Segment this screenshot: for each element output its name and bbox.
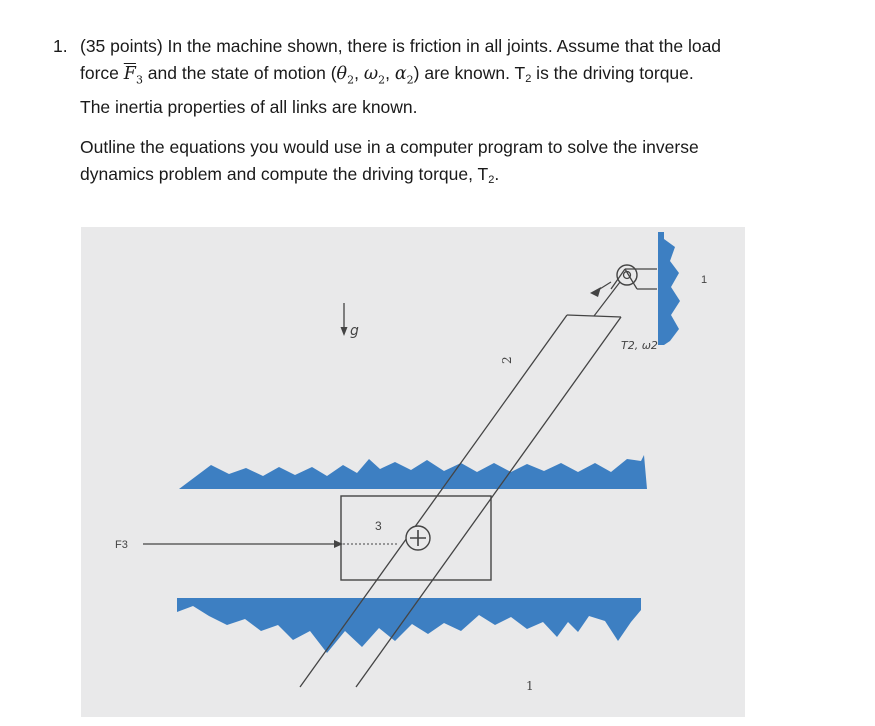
label-link-2: 2	[500, 356, 514, 364]
force-symbol: $\overline{F}_3$	[123, 64, 143, 87]
mechanism-figure	[81, 227, 745, 717]
label-ground-top: 1	[701, 274, 708, 286]
problem-body	[80, 33, 850, 207]
state-alpha: $\alpha_2$	[394, 64, 414, 87]
state-theta: $\theta_2$	[336, 64, 355, 87]
label-force-f3: F3	[115, 539, 128, 551]
label-link-3: 3	[375, 519, 382, 533]
ground-crank-support	[658, 232, 664, 345]
label-torque-omega: T2, ω2	[621, 339, 658, 352]
line-1: (35 points) In the machine shown, there is friction in all joints. Assume that the load	[80, 36, 722, 56]
problem-paragraph-2: Outline the equations you would use in a computer program to solve the inverse dynamics problem and compute the driving torque, $T_2$.	[80, 136, 699, 186]
state-omega: $\omega_2$	[363, 64, 386, 87]
label-ground-bottom: 1	[526, 679, 534, 693]
problem-paragraph-1: (35 points) In the machine shown, there is friction in all joints. Assume that the load force $\overline{F}_3$ and the state of motion ($\theta_2$, $\omega_2$, $\alpha_2$) are known. $T_2$ is the driving torque. The inertia properties of all links are known.	[80, 36, 722, 117]
problem-number: 1.	[53, 36, 68, 56]
line-3: The inertia properties of all links are known.	[80, 96, 418, 117]
label-gravity: g	[350, 323, 359, 339]
